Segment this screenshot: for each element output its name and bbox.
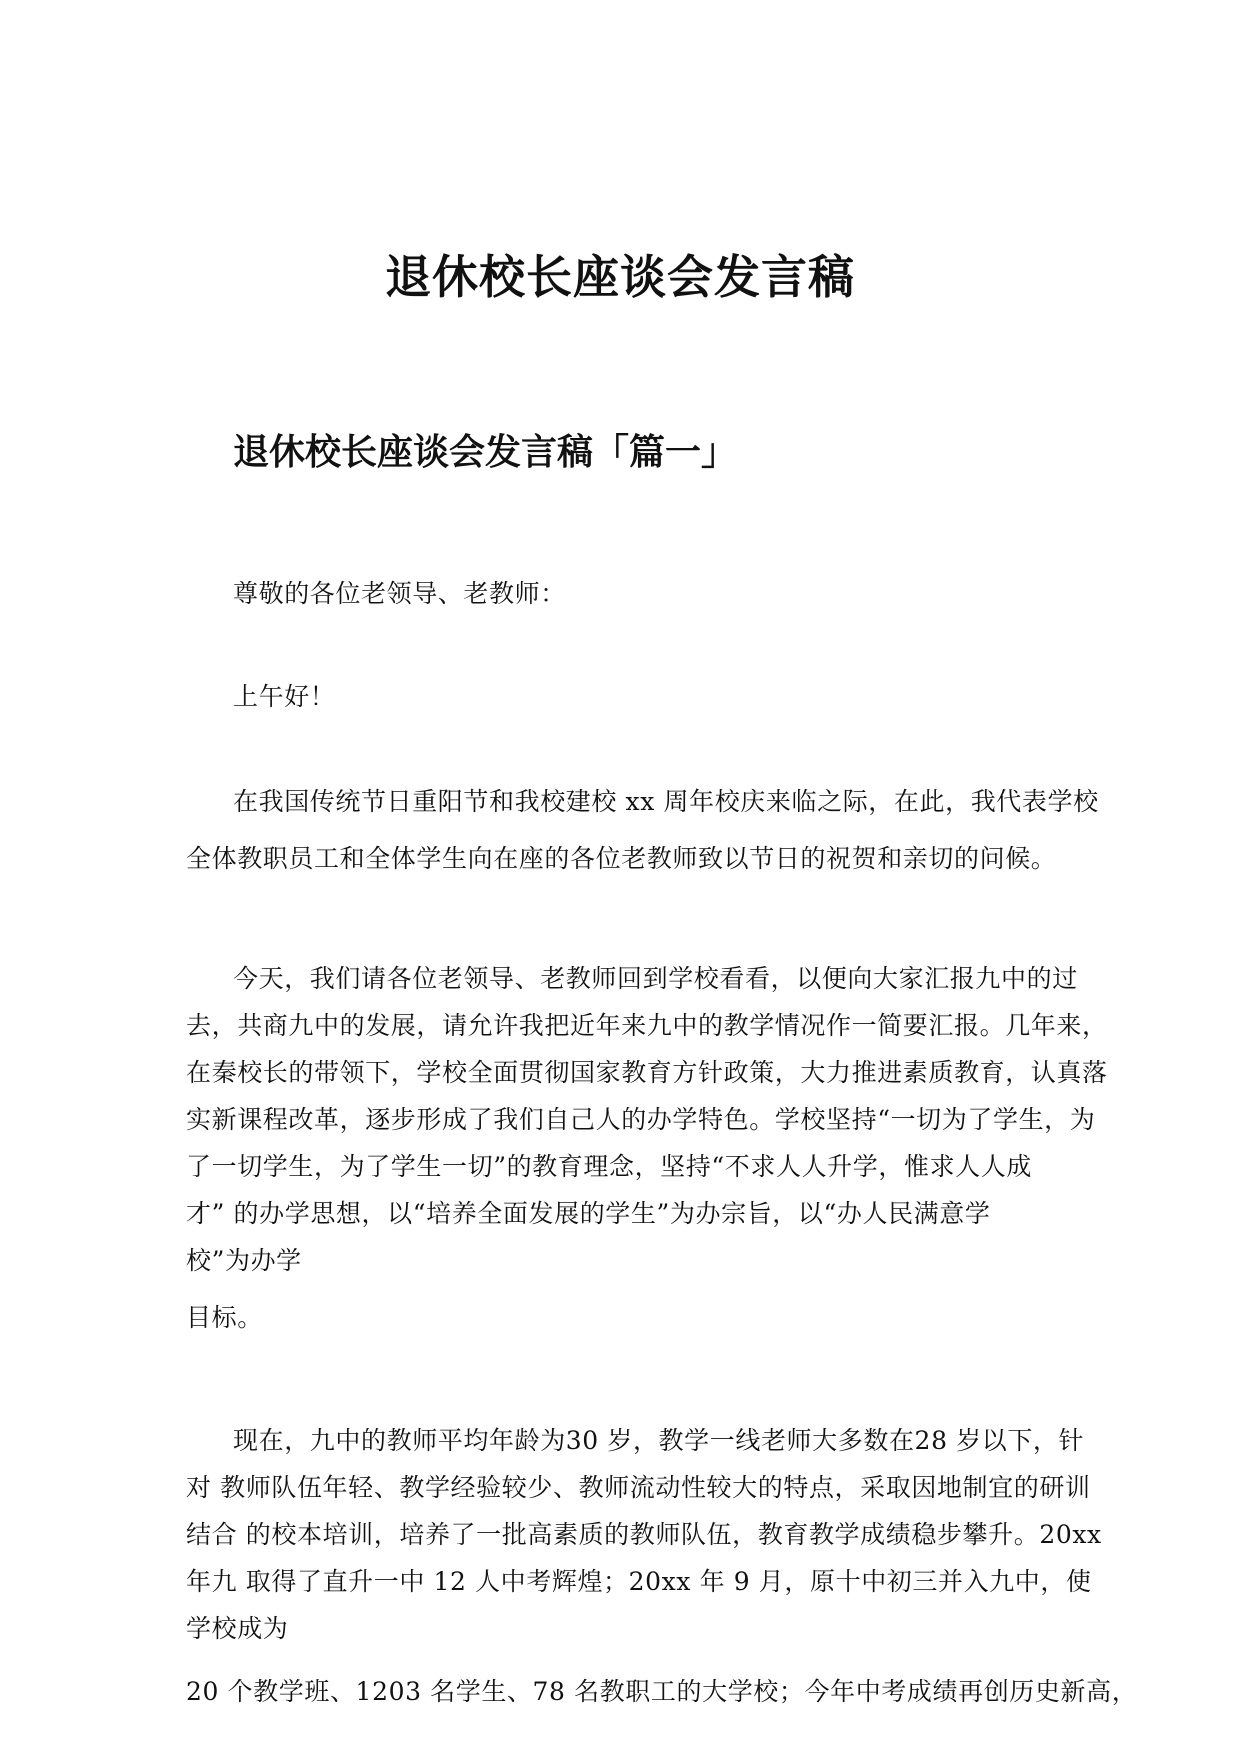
paragraph-line: 去，共商九中的发展，请允许我把近年来九中的教学情况作一简要汇报。几年来，: [186, 1011, 1108, 1040]
paragraph-line: 今天，我们请各位老领导、老教师回到学校看看，以便向大家汇报九中的过: [233, 964, 1078, 993]
paragraph-line: 对 教师队伍年轻、教学经验较少、教师流动性较大的特点，采取因地制宜的研训: [186, 1473, 1091, 1502]
paragraph-line: 在我国传统节日重阳节和我校建校 xx 周年校庆来临之际，在此，我代表学校: [233, 787, 1099, 816]
paragraph-line: 在秦校长的带领下，学校全面贯彻国家教育方针政策，大力推进素质教育，认真落: [186, 1058, 1108, 1087]
paragraph-line: 学校成为: [186, 1614, 289, 1643]
paragraph-line: 年九 取得了直升一中 12 人中考辉煌；20xx 年 9 月，原十中初三并入九中，使: [186, 1567, 1092, 1596]
paragraph-line: 全体教职员工和全体学生向在座的各位老教师致以节日的祝贺和亲切的问候。: [186, 844, 1057, 873]
paragraph-line: 校”为办学: [186, 1246, 302, 1275]
salutation: 尊敬的各位老领导、老教师：: [233, 579, 566, 608]
greeting: 上午好！: [233, 682, 336, 711]
paragraph-line: 才” 的办学思想，以“培养全面发展的学生”为办宗旨，以“办人民满意学: [186, 1199, 991, 1228]
paragraph-line: 目标。: [186, 1303, 263, 1332]
paragraph-line: 结合 的校本培训，培养了一批高素质的教师队伍，教育教学成绩稳步攀升。20xx: [186, 1520, 1102, 1549]
paragraph-line: 实新课程改革，逐步形成了我们自己人的办学特色。学校坚持“一切为了学生，为: [186, 1105, 1096, 1134]
section-title: 退休校长座谈会发言稿「篇一」: [233, 431, 738, 473]
paragraph-line: 了一切学生，为了学生一切”的教育理念，坚持“不求人人升学，惟求人人成: [186, 1152, 1032, 1181]
paragraph-line: 20 个教学班、1203 名学生、78 名教职工的大学校；今年中考成绩再创历史新高，: [186, 1677, 1138, 1706]
document-title: 退休校长座谈会发言稿: [385, 250, 855, 304]
paragraph-line: 现在，九中的教师平均年龄为30 岁，教学一线老师大多数在28 岁以下，针: [233, 1426, 1085, 1455]
